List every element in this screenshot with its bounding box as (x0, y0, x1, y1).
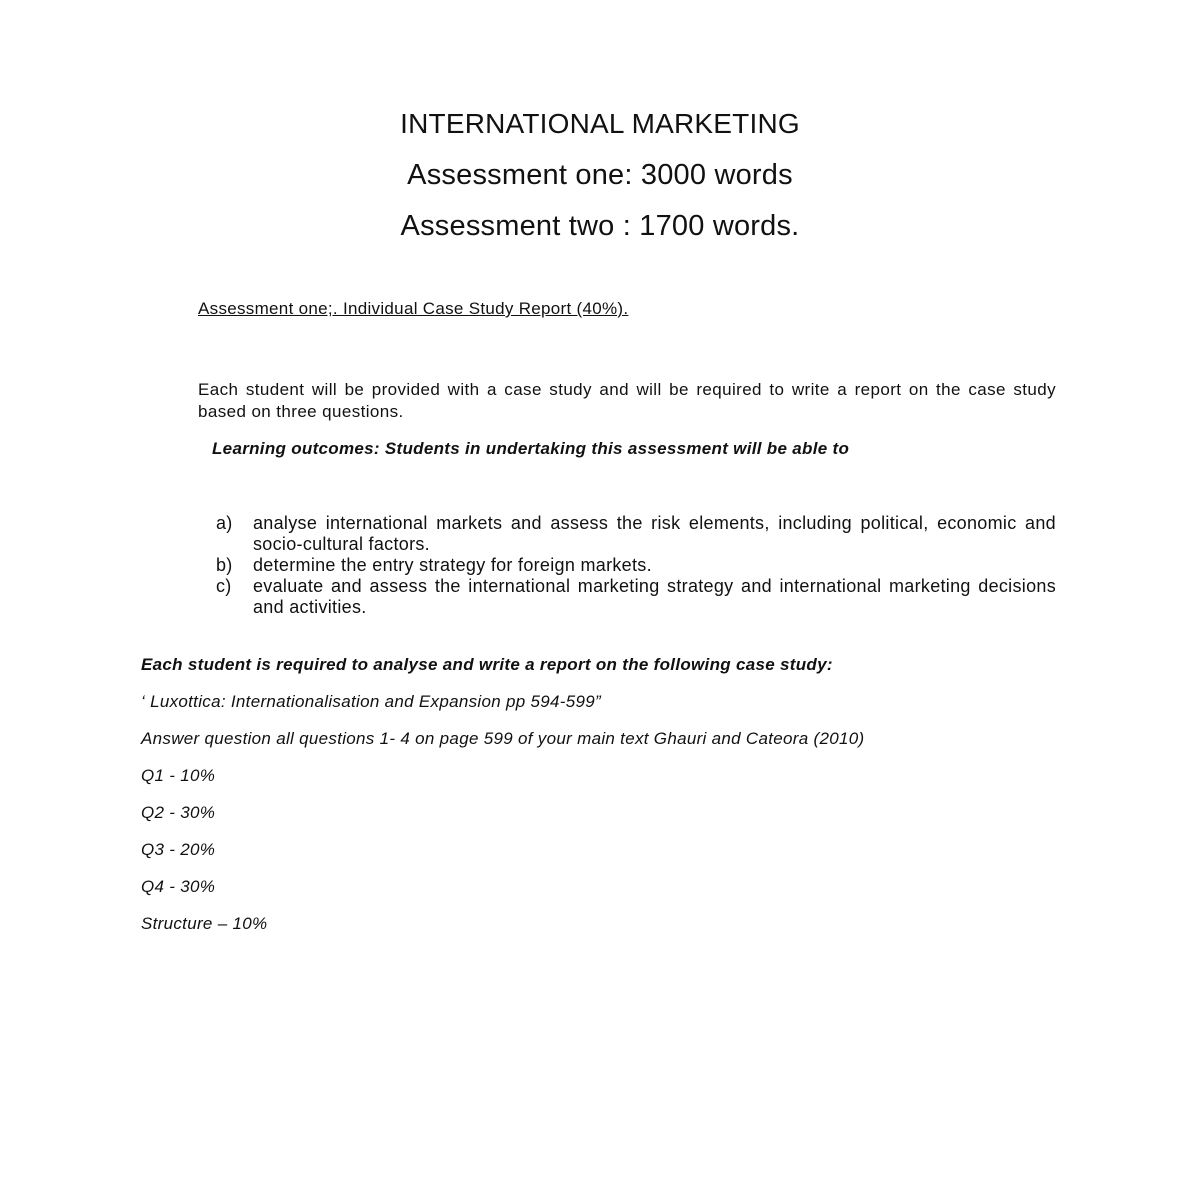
weighting-q4: Q4 - 30% (141, 877, 216, 896)
list-item (216, 513, 1056, 555)
weighting-q3: Q3 - 20% (141, 840, 216, 859)
assessment-one-wordcount: Assessment one: 3000 words (407, 159, 793, 191)
report-instruction: Each student is required to analyse and write a report on the following case study: (141, 655, 833, 674)
list-item (216, 576, 1056, 618)
list-marker: b) (216, 555, 233, 575)
answer-note: Answer question all questions 1- 4 on page 599 of your main text Ghauri and Cateora (2010) (141, 729, 865, 748)
list-marker: c) (216, 576, 232, 596)
list-item-text: determine the entry strategy for foreign markets. (253, 555, 652, 575)
list-item-text: analyse international markets and assess the risk elements, including political, economic and socio-cultural factors. (253, 513, 1056, 554)
weighting-q1: Q1 - 10% (141, 766, 216, 785)
list-item-text: evaluate and assess the international marketing strategy and international marketing decisions and activities. (253, 576, 1056, 617)
assessment-two-wordcount: Assessment two : 1700 words. (400, 210, 800, 242)
document-title: INTERNATIONAL MARKETING (400, 108, 800, 139)
learning-outcomes-list (216, 513, 1056, 618)
weighting-q2: Q2 - 30% (141, 803, 216, 822)
weighting-structure: Structure – 10% (141, 914, 268, 933)
case-study-title: ‘ Luxottica: Internationalisation and Expansion pp 594-599” (141, 692, 601, 711)
list-item (216, 555, 1056, 576)
list-marker: a) (216, 513, 233, 533)
learning-outcomes-heading: Learning outcomes: Students in undertaking this assessment will be able to (212, 439, 850, 458)
section-heading: Assessment one;. Individual Case Study Report (40%). (198, 299, 629, 318)
intro-paragraph: Each student will be provided with a case study and will be required to write a report on the case study based on three questions. (198, 380, 1056, 421)
